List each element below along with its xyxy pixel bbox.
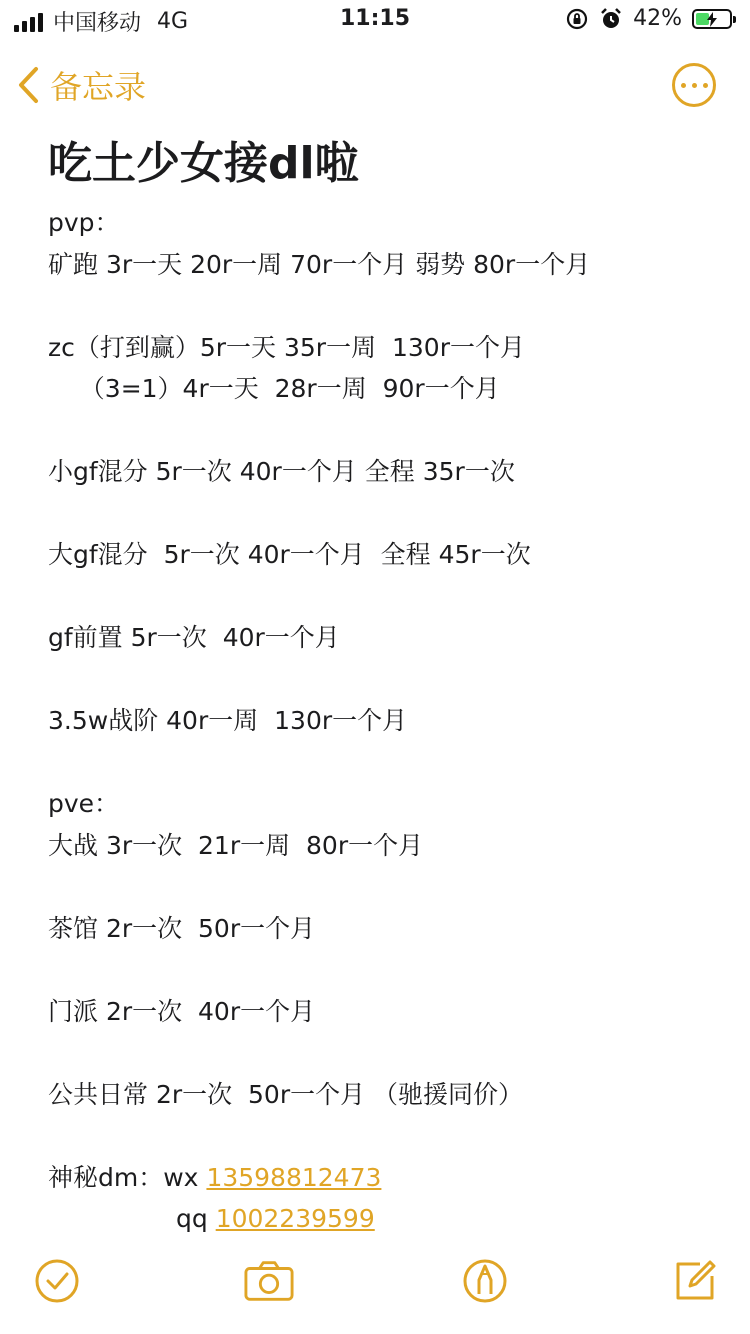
note-line (48, 866, 728, 908)
note-line: 门派 2r一次 40r一个月 (48, 996, 316, 1026)
note-line (48, 742, 728, 784)
note-line: 矿跑 3r一天 20r一周 70r一个月 弱势 80r一个月 (48, 249, 591, 279)
battery-percent: 42% (633, 6, 682, 31)
camera-icon (244, 1260, 294, 1302)
note-title: 吃土少女接dl啦 (48, 138, 359, 189)
contact-label: 神秘dm： (48, 1162, 164, 1192)
note-line (48, 949, 728, 991)
charging-bolt-icon (706, 12, 718, 27)
note-line (48, 493, 728, 535)
note-line: （3=1）4r一天 28r一周 90r一个月 (48, 374, 500, 403)
battery-icon (692, 9, 732, 29)
more-dot (692, 83, 697, 88)
checklist-button[interactable] (32, 1256, 82, 1306)
orientation-lock-icon (565, 7, 589, 31)
note-line: 小gf混分 5r一次 40r一个月 全程 35r一次 (48, 457, 515, 486)
note-line (48, 659, 728, 701)
qq-label: qq (176, 1204, 216, 1233)
markup-icon (462, 1258, 508, 1304)
navigation-bar (0, 58, 750, 118)
note-line: 公共日常 2r一次 50r一个月 （驰援同价） (48, 1079, 524, 1109)
note-line (48, 1115, 728, 1157)
note-line (48, 576, 728, 618)
status-right (565, 6, 732, 31)
back-label: 备忘录 (50, 68, 147, 106)
note-lines (48, 202, 728, 1157)
more-dot (681, 83, 686, 88)
wx-label: wx (163, 1162, 207, 1192)
note-line: pve： (48, 789, 120, 818)
note-line: zc（打到赢）5r一天 35r一周 130r一个月 (48, 332, 525, 362)
wx-number-link[interactable]: 13598812473 (206, 1162, 382, 1192)
qq-number-link[interactable]: 1002239599 (215, 1204, 375, 1233)
contact-wx-line (48, 1157, 728, 1199)
status-bar (0, 0, 750, 40)
more-dot (703, 83, 708, 88)
more-options-button[interactable] (672, 63, 716, 107)
network-type: 4G (157, 9, 189, 34)
compose-icon (672, 1258, 718, 1304)
status-time: 11:15 (339, 6, 411, 31)
checklist-icon (34, 1258, 80, 1304)
camera-button[interactable] (244, 1256, 294, 1306)
contact-qq-line (48, 1198, 728, 1240)
note-line: 3.5w战阶 40r一周 130r一个月 (48, 706, 408, 735)
chevron-left-icon (16, 65, 40, 105)
note-line: 大战 3r一次 21r一周 80r一个月 (48, 830, 424, 860)
note-line: 茶馆 2r一次 50r一个月 (48, 913, 316, 943)
note-body[interactable] (48, 138, 728, 1240)
bottom-toolbar (0, 1248, 750, 1334)
note-line (48, 1032, 728, 1074)
compose-button[interactable] (670, 1256, 720, 1306)
alarm-icon (599, 7, 623, 31)
note-line (48, 285, 728, 327)
note-line: 大gf混分 5r一次 40r一个月 全程 45r一次 (48, 540, 531, 569)
carrier-name: 中国移动 (53, 11, 142, 36)
note-line (48, 410, 728, 452)
markup-button[interactable] (460, 1256, 510, 1306)
back-button[interactable] (16, 62, 146, 108)
note-line: gf前置 5r一次 40r一个月 (48, 623, 340, 652)
note-line: pvp： (48, 208, 120, 237)
